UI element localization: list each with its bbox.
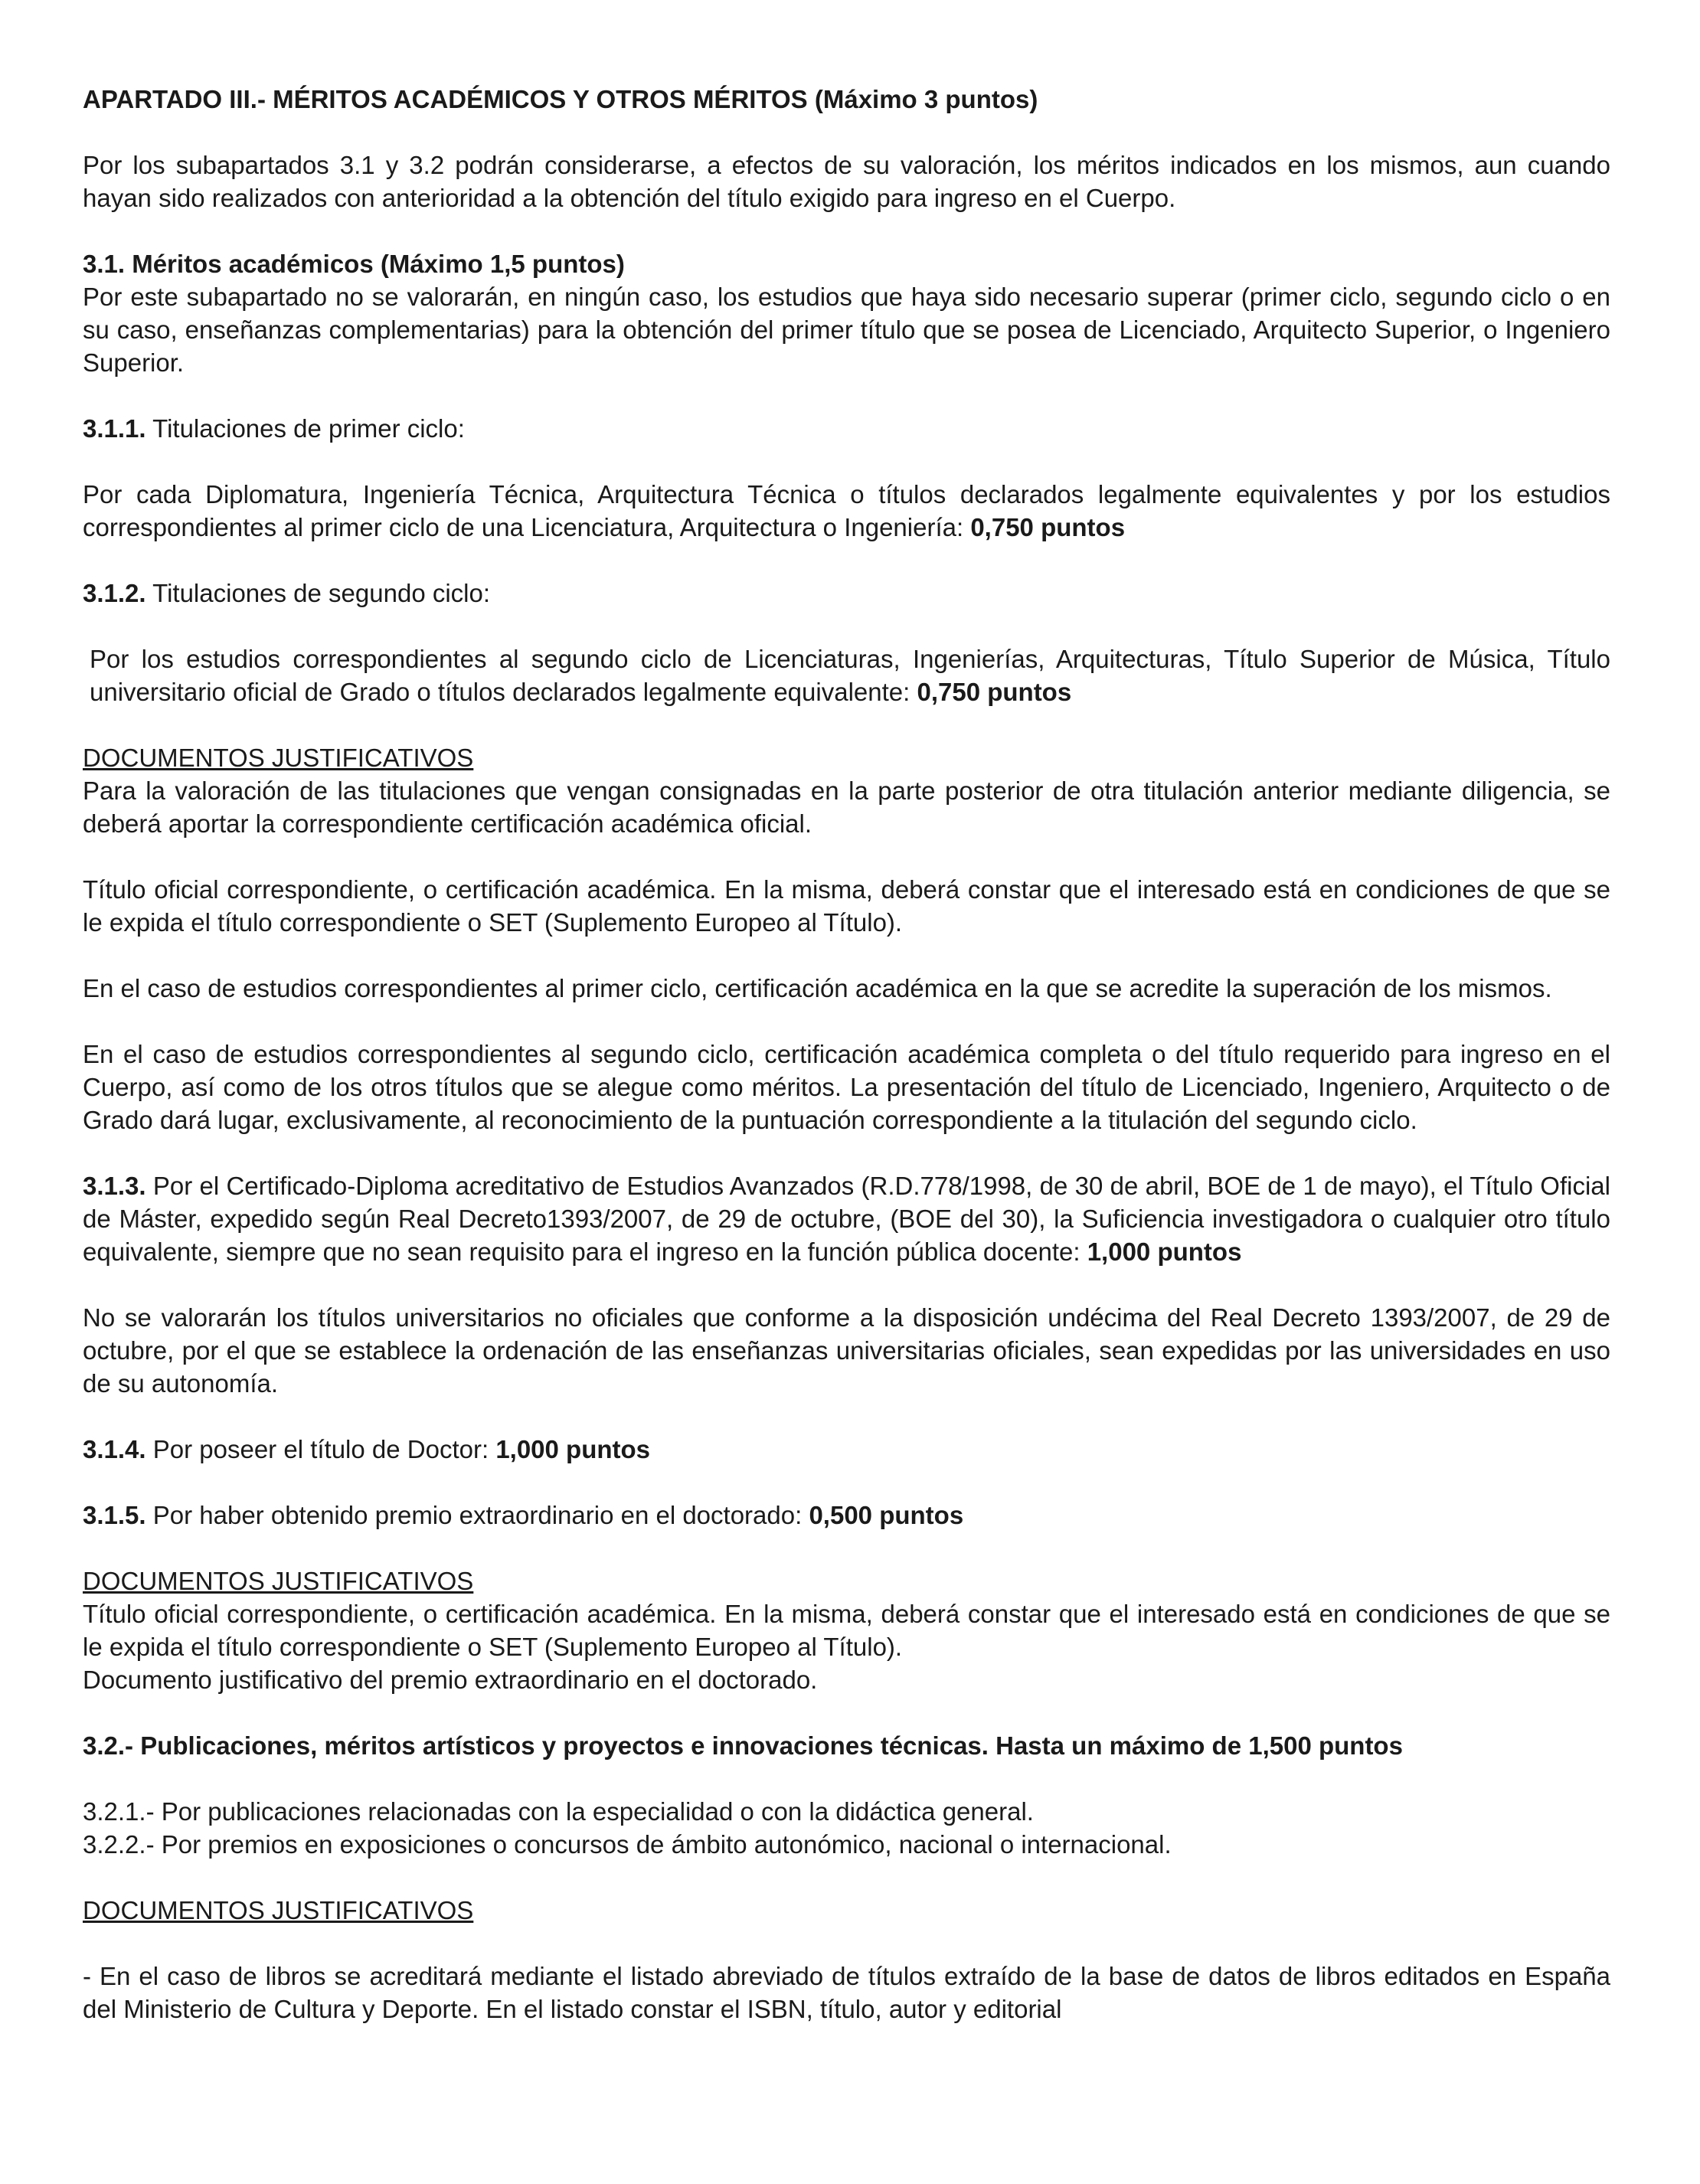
docs1-p4: En el caso de estudios correspondientes al segundo ciclo, certificación académica completa o del título requerido para ingreso en el Cuerpo, así como de los otros títulos que se alegue como méritos. La presentación del título de Licenciado, Ingeniero, Arquitecto o de Grado dará lugar, exclusivamente, al reconocimiento de la puntuación correspondiente a la titulación del segundo ciclo. <box>83 1040 1610 1134</box>
docs2-p1: Título oficial correspondiente, o certificación académica. En la misma, deberá constar que el interesado está en condiciones de que se le expida el título correspondiente o SET (Suplemento Europeo al Título). <box>83 1600 1610 1661</box>
s314-points: 1,000 puntos <box>495 1435 651 1463</box>
docs1-p1: Para la valoración de las titulaciones que vengan consignadas en la parte posterior de otra titulación anterior mediante diligencia, se deberá aportar la correspondiente certificación académica oficial. <box>83 776 1610 838</box>
s321-item: 3.2.1.- Por publicaciones relacionadas con la especialidad o con la didáctica general. <box>83 1797 1034 1826</box>
s311-title: Titulaciones de primer ciclo: <box>145 414 465 443</box>
s315-text <box>83 1499 1610 1532</box>
s312-title: Titulaciones de segundo ciclo: <box>145 579 491 607</box>
s311-points: 0,750 puntos <box>970 513 1126 541</box>
s312-number: 3.1.2. <box>83 579 146 607</box>
s311-text <box>83 478 1610 544</box>
s312-body: Por los estudios correspondientes al segundo ciclo de Licenciaturas, Ingenierías, Arquitecturas, Título Superior de Música, Título universitario oficial de Grado o títulos declarados legalmente equivalente: <box>90 645 1610 706</box>
docs2-p2: Documento justificativo del premio extraordinario en el doctorado. <box>83 1666 818 1694</box>
s312-points: 0,750 puntos <box>917 678 1072 706</box>
s313-text <box>83 1169 1610 1268</box>
s314-text <box>83 1433 1610 1466</box>
s311-body: Por cada Diplomatura, Ingeniería Técnica, Arquitectura Técnica o títulos declarados legalmente equivalentes y por los estudios correspondientes al primer ciclo de una Licenciatura, Arquitectura o Ingeniería: <box>83 480 1610 541</box>
s312-text <box>83 642 1610 708</box>
s322-item: 3.2.2.- Por premios en exposiciones o concursos de ámbito autonómico, nacional o internacional. <box>83 1830 1172 1859</box>
s31-text: Por este subapartado no se valorarán, en ningún caso, los estudios que haya sido necesario superar (primer ciclo, segundo ciclo o en su caso, enseñanzas complementarias) para la obtención del primer título que se posea de Licenciado, Arquitecto Superior, o Ingeniero Superior. <box>83 283 1610 377</box>
s315-body: Por haber obtenido premio extraordinario en el doctorado: <box>145 1501 809 1529</box>
s313-number: 3.1.3. <box>83 1172 146 1200</box>
docs1-p2: Título oficial correspondiente, o certificación académica. En la misma, deberá constar que el interesado está en condiciones de que se le expida el título correspondiente o SET (Suplemento Europeo al Título). <box>83 875 1610 937</box>
s32-heading: 3.2.- Publicaciones, méritos artísticos y proyectos e innovaciones técnicas. Hasta un máximo de 1,500 puntos <box>83 1731 1403 1760</box>
s313-note: No se valorarán los títulos universitarios no oficiales que conforme a la disposición undécima del Real Decreto 1393/2007, de 29 de octubre, por el que se establece la ordenación de las enseñanzas universitarias oficiales, sean expedidas por las universidades en uso de su autonomía. <box>83 1303 1610 1398</box>
intro-paragraph: Por los subapartados 3.1 y 3.2 podrán considerarse, a efectos de su valoración, los méritos indicados en los mismos, aun cuando hayan sido realizados con anterioridad a la obtención del título exigido para ingreso en el Cuerpo. <box>83 151 1610 212</box>
docs1-p3: En el caso de estudios correspondientes al primer ciclo, certificación académica en la que se acredite la superación de los mismos. <box>83 974 1552 1002</box>
s315-points: 0,500 puntos <box>809 1501 964 1529</box>
docs3-p1: - En el caso de libros se acreditará mediante el listado abreviado de títulos extraído de la base de datos de libros editados en España del Ministerio de Cultura y Deporte. En el listado constar el ISBN, título, autor y editorial <box>83 1962 1610 2023</box>
s313-body: Por el Certificado-Diploma acreditativo de Estudios Avanzados (R.D.778/1998, de 30 de abril, BOE de 1 de mayo), el Título Oficial de Máster, expedido según Real Decreto1393/2007, de 29 de octubre, (BOE del 30), la Suficiencia investigadora o cualquier otro título equivalente, siempre que no sean requisito para el ingreso en la función pública docente: <box>83 1172 1610 1266</box>
document-page <box>83 83 1610 2025</box>
docs1-title: DOCUMENTOS JUSTIFICATIVOS <box>83 744 474 772</box>
s311-heading <box>83 412 1610 445</box>
s31-heading: 3.1. Méritos académicos (Máximo 1,5 puntos) <box>83 250 625 278</box>
s314-number: 3.1.4. <box>83 1435 146 1463</box>
docs2-title: DOCUMENTOS JUSTIFICATIVOS <box>83 1567 474 1595</box>
s312-heading <box>83 577 1610 610</box>
s313-points: 1,000 puntos <box>1087 1237 1242 1266</box>
s315-number: 3.1.5. <box>83 1501 146 1529</box>
docs3-title: DOCUMENTOS JUSTIFICATIVOS <box>83 1896 474 1924</box>
s311-number: 3.1.1. <box>83 414 146 443</box>
s314-body: Por poseer el título de Doctor: <box>145 1435 496 1463</box>
section-title: APARTADO III.- MÉRITOS ACADÉMICOS Y OTROS MÉRITOS (Máximo 3 puntos) <box>83 85 1038 113</box>
